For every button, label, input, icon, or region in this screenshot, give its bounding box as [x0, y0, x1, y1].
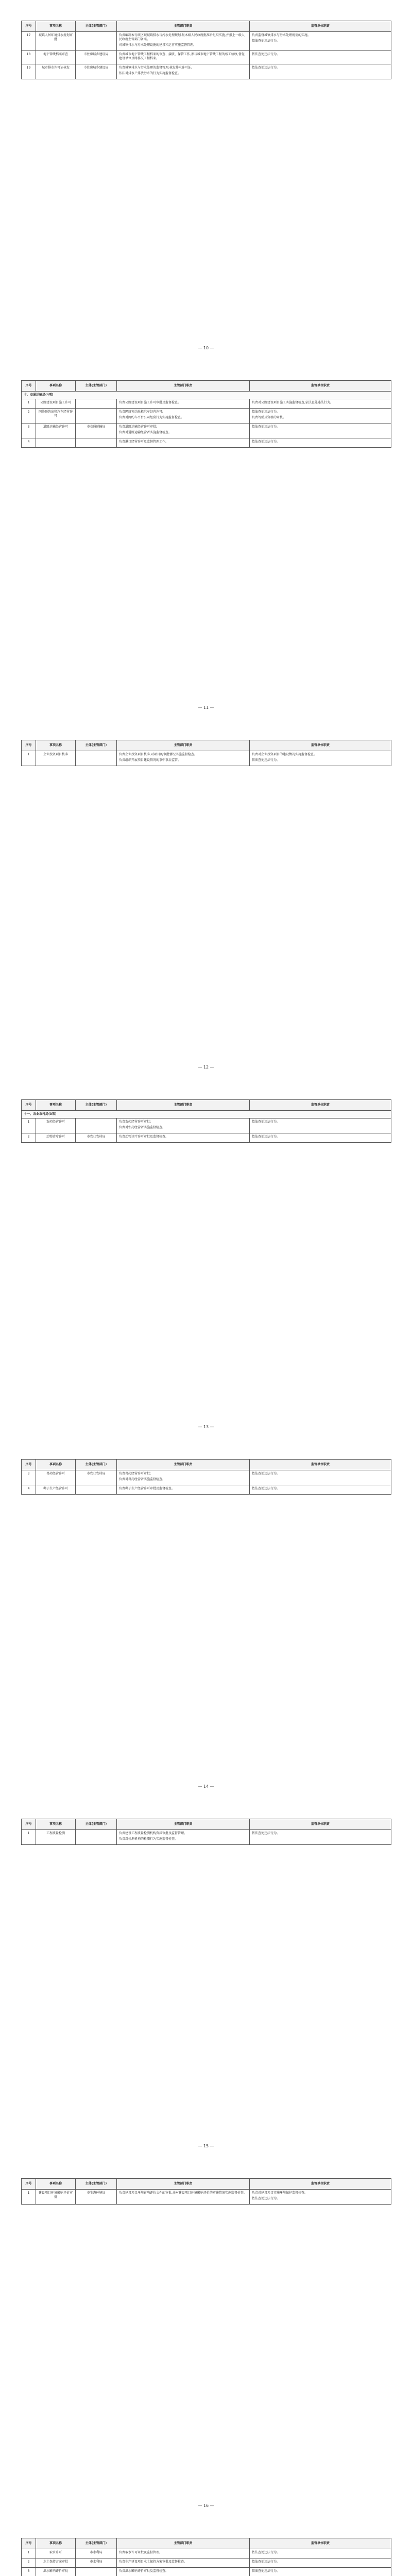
cell-no: 2 [22, 409, 36, 423]
document-page [0, 719, 412, 1079]
cell-responsibility [117, 2558, 250, 2568]
table-row [22, 1830, 391, 1845]
cell-no: 3 [22, 423, 36, 438]
header-duty: 监管单位职责 [250, 21, 391, 32]
paragraph: 负责生产建设项目水土保持方案审批及监督检查。 [119, 2560, 187, 2564]
cell-name: 农药经营许可 [36, 1118, 76, 1133]
header-duty: 监管单位职责 [250, 381, 391, 392]
header-no: 序号 [22, 2538, 36, 2549]
cell-responsibility [117, 1118, 250, 1133]
section-row [22, 1111, 391, 1118]
cell-no: 1 [22, 1830, 36, 1845]
cell-responsibility [117, 409, 250, 423]
page-number: — 10 — [198, 346, 214, 350]
paragraph: 依法查处违法行为。 [252, 66, 280, 70]
cell-no: 3 [22, 2568, 36, 2576]
header-no: 序号 [22, 740, 36, 751]
cell-supervision [250, 64, 391, 79]
paragraph: 负责种子生产经营许可审批及监督检查。 [119, 1487, 175, 1490]
paragraph: 负责对企业投资项目的建设情况实施监督检查。 [252, 753, 317, 756]
cell-unit [76, 32, 117, 51]
duty-table [21, 1819, 391, 1845]
document-page [0, 360, 412, 719]
table-row [22, 32, 391, 51]
cell-no: 4 [22, 1485, 36, 1495]
page-number: — 15 — [198, 2144, 214, 2148]
cell-supervision [250, 1485, 391, 1495]
cell-supervision [250, 1133, 391, 1143]
paragraph: 负责建设工程质量检测机构资质审批及监督管理。 [119, 1832, 187, 1835]
paragraph: 依法查处违法行为。 [252, 2197, 280, 2200]
paragraph: 依法查处违法行为。 [252, 1135, 280, 1139]
table-row [22, 1485, 391, 1495]
table-header-row [22, 740, 391, 751]
cell-unit [76, 751, 117, 766]
header-unit: 主体(主管部门) [76, 381, 117, 392]
page-number: — 13 — [198, 1425, 214, 1429]
cell-responsibility [117, 32, 250, 51]
header-unit: 主体(主管部门) [76, 2179, 117, 2190]
paragraph: 负责洪水影响评价审批及监督检查。 [119, 2569, 169, 2573]
cell-unit [76, 1830, 117, 1845]
cell-name: 城市排水许可证核发 [36, 64, 76, 79]
paragraph: 负责对兽药经营者实施监督检查。 [119, 1478, 166, 1481]
paragraph: 依法查处违法行为。 [252, 1832, 280, 1835]
cell-name: 道路运输经营许可 [36, 423, 76, 438]
cell-unit [76, 438, 117, 448]
cell-unit: 市农业农村局 [76, 1133, 117, 1143]
header-duty: 监管单位职责 [250, 1460, 391, 1470]
cell-responsibility [117, 51, 250, 64]
document-page [0, 2517, 412, 2576]
document-page [0, 0, 412, 360]
cell-responsibility [117, 2549, 250, 2558]
paragraph: 依法查处违法行为。 [252, 425, 280, 429]
header-unit: 主体(主管部门) [76, 2538, 117, 2549]
header-name: 事项名称 [36, 740, 76, 751]
paragraph: 负责公路建设项目施工许可审批及监督检查。 [119, 401, 181, 404]
page-number: — 11 — [198, 705, 214, 710]
cell-name: 公路建设项目施工许可 [36, 399, 76, 409]
table-row [22, 409, 391, 423]
table-row [22, 2558, 391, 2568]
cell-responsibility [117, 438, 250, 448]
header-resp: 主管部门职责 [117, 1819, 250, 1830]
cell-no: 17 [22, 32, 36, 51]
paragraph: 负责监督城镇排水与污水处理规划的实施。 [252, 33, 311, 37]
header-name: 事项名称 [36, 1819, 76, 1830]
paragraph: 负责兽药经营许可审批; [119, 1472, 151, 1476]
section-title: 十一、农业农村局(3项) [22, 1111, 391, 1118]
header-resp: 主管部门职责 [117, 2179, 250, 2190]
header-duty: 监管单位职责 [250, 2179, 391, 2190]
table-header-row [22, 2538, 391, 2549]
header-resp: 主管部门职责 [117, 1460, 250, 1470]
cell-name: 动物诊疗许可 [36, 1133, 76, 1143]
duty-table [21, 2178, 391, 2205]
duty-table [21, 1459, 391, 1495]
header-duty: 监管单位职责 [250, 740, 391, 751]
paragraph: 负责道路运输经营许可审批; [119, 425, 158, 429]
cell-supervision [250, 1470, 391, 1485]
cell-responsibility [117, 399, 250, 409]
paragraph: 负责农药经营许可审批; [119, 1120, 151, 1124]
cell-supervision [250, 2558, 391, 2568]
cell-name: 取水许可 [36, 2549, 76, 2558]
table-row [22, 751, 391, 766]
paragraph: 依法查处违法行为。 [252, 758, 280, 762]
table-header-row [22, 1819, 391, 1830]
paragraph: 负责港口经营许可及监督管理工作。 [119, 440, 169, 444]
table-row [22, 423, 391, 438]
header-no: 序号 [22, 1819, 36, 1830]
cell-no: 1 [22, 399, 36, 409]
duty-table [21, 21, 391, 79]
cell-responsibility [117, 1485, 250, 1495]
cell-name: 地下管线档案审查 [36, 51, 76, 64]
paragraph: 负责城市地下管线工程档案的审查、接收、保管工作,参与城市地下管线工程的竣工验收,督促建设单位及时移交工程档案。 [119, 53, 245, 60]
cell-no: 2 [22, 2558, 36, 2568]
header-no: 序号 [22, 2179, 36, 2190]
cell-no: 1 [22, 2549, 36, 2558]
header-unit: 主体(主管部门) [76, 1100, 117, 1111]
cell-unit: 市交通运输局 [76, 423, 117, 438]
cell-no: 18 [22, 51, 36, 64]
table-row [22, 2549, 391, 2558]
paragraph: 依法查处违法行为。 [252, 1120, 280, 1124]
cell-responsibility [117, 1133, 250, 1143]
cell-name: 企业投资项目核准 [36, 751, 76, 766]
cell-unit [76, 399, 117, 409]
header-no: 序号 [22, 1460, 36, 1470]
cell-no: 1 [22, 751, 36, 766]
cell-no: 3 [22, 1470, 36, 1485]
header-name: 事项名称 [36, 21, 76, 32]
paragraph: 依法查处违法行为。 [252, 440, 280, 444]
header-no: 序号 [22, 1100, 36, 1111]
paragraph: 依法查处违法行为。 [252, 2551, 280, 2554]
table-row [22, 438, 391, 448]
header-resp: 主管部门职责 [117, 21, 250, 32]
cell-name: 工程质量检测 [36, 1830, 76, 1845]
table-row [22, 1470, 391, 1485]
cell-unit: 市住房城乡建设局 [76, 64, 117, 79]
section-title: 十、交通运输局(4项) [22, 392, 391, 399]
cell-name: 兽药经营许可 [36, 1470, 76, 1485]
header-name: 事项名称 [36, 2179, 76, 2190]
cell-name: 网络预约出租汽车经营许可 [36, 409, 76, 423]
header-duty: 监管单位职责 [250, 1100, 391, 1111]
paragraph: 依法查处违法行为。 [252, 39, 280, 43]
cell-supervision [250, 2568, 391, 2576]
cell-name: 城镇人居环境排水规划审批 [36, 32, 76, 51]
duty-table [21, 380, 391, 448]
paragraph: 依法对排水户排放污水的行为实施监督检查。 [119, 72, 181, 75]
cell-name: 水土保持方案审批 [36, 2558, 76, 2568]
duty-table [21, 1099, 391, 1143]
paragraph: 负责对检测机构的检测行为实施监督检查。 [119, 1837, 178, 1841]
paragraph: 负责对建设项目实施环境保护监督检查。 [252, 2191, 308, 2195]
cell-supervision [250, 2549, 391, 2558]
paragraph: 依法查处违法行为。 [252, 1487, 280, 1490]
cell-supervision [250, 32, 391, 51]
duty-table [21, 740, 391, 766]
table-row [22, 51, 391, 64]
cell-no: 19 [22, 64, 36, 79]
page-number: — 12 — [198, 1065, 214, 1070]
paragraph: 负责对道路运输经营者实施监督检查。 [119, 431, 172, 434]
paragraph: 依法查处违法行为。 [252, 2560, 280, 2564]
paragraph: 依法查处违法行为。 [252, 1472, 280, 1476]
cell-no: 4 [22, 438, 36, 448]
header-resp: 主管部门职责 [117, 740, 250, 751]
table-row [22, 399, 391, 409]
cell-responsibility [117, 1470, 250, 1485]
paragraph: 负责动物诊疗许可审批及监督检查。 [119, 1135, 169, 1139]
cell-no: 2 [22, 1133, 36, 1143]
table-row [22, 2190, 391, 2205]
header-unit: 主体(主管部门) [76, 1460, 117, 1470]
cell-unit [76, 409, 117, 423]
header-duty: 监管单位职责 [250, 2538, 391, 2549]
cell-no: 1 [22, 2190, 36, 2205]
paragraph: 依法查处违法行为。 [252, 410, 280, 414]
document-page [0, 1798, 412, 2158]
header-resp: 主管部门职责 [117, 2538, 250, 2549]
header-no: 序号 [22, 381, 36, 392]
table-header-row [22, 1460, 391, 1470]
document-page [0, 2158, 412, 2517]
cell-supervision [250, 2190, 391, 2205]
header-name: 事项名称 [36, 2538, 76, 2549]
header-unit: 主体(主管部门) [76, 21, 117, 32]
table-header-row [22, 381, 391, 392]
cell-unit [76, 2568, 117, 2576]
header-name: 事项名称 [36, 381, 76, 392]
cell-supervision [250, 751, 391, 766]
paragraph: 依法查处违法行为。 [252, 2569, 280, 2573]
header-resp: 主管部门职责 [117, 381, 250, 392]
section-row [22, 392, 391, 399]
cell-unit: 市水利局 [76, 2558, 117, 2568]
paragraph: 负责建设项目环境影响评价文件的审批,并对建设项目环境影响评价的实施情况实施监督检查。 [119, 2191, 247, 2195]
header-unit: 主体(主管部门) [76, 740, 117, 751]
paragraph: 对城镇排水与污水处理设施的建设和运营实施监督管理。 [119, 43, 197, 47]
cell-supervision [250, 51, 391, 64]
paragraph: 负责网络预约出租汽车经营许可; [119, 410, 164, 414]
paragraph: 负责驾驶员资格的审核。 [252, 416, 286, 419]
cell-responsibility [117, 64, 250, 79]
paragraph: 负责企业投资项目核准,对项目的审批情况实施监督检查。 [119, 753, 197, 756]
cell-unit [76, 1118, 117, 1133]
header-resp: 主管部门职责 [117, 1100, 250, 1111]
cell-responsibility [117, 1830, 250, 1845]
paragraph: 负责城镇排水与污水处理的监督管理,核发排水许可证。 [119, 66, 194, 70]
cell-unit [76, 1485, 117, 1495]
header-name: 事项名称 [36, 1100, 76, 1111]
cell-name [36, 438, 76, 448]
cell-supervision [250, 1118, 391, 1133]
paragraph: 负责编制本行政区域城镇排水与污水处理规划,报本级人民政府批准后组织实施,并报上一级人民政府主管部门备案。 [119, 33, 245, 41]
cell-supervision [250, 1830, 391, 1845]
header-name: 事项名称 [36, 1460, 76, 1470]
table-row [22, 64, 391, 79]
table-row [22, 1133, 391, 1143]
header-unit: 主体(主管部门) [76, 1819, 117, 1830]
paragraph: 依法查处违法行为。 [252, 53, 280, 56]
paragraph: 负责取水许可审批及监督管理。 [119, 2551, 163, 2554]
cell-responsibility [117, 2568, 250, 2576]
duty-table [21, 2538, 391, 2576]
cell-name: 洪水影响评价审批 [36, 2568, 76, 2576]
cell-unit: 市生态环境局 [76, 2190, 117, 2205]
page-number: — 14 — [198, 1784, 214, 1789]
cell-responsibility [117, 423, 250, 438]
cell-name: 建设项目环境影响评价审批 [36, 2190, 76, 2205]
table-header-row [22, 1100, 391, 1111]
table-header-row [22, 2179, 391, 2190]
paragraph: 负责对农药经营者实施监督检查。 [119, 1126, 166, 1129]
cell-unit: 市住房城乡建设局 [76, 51, 117, 64]
table-row [22, 1118, 391, 1133]
page-number: — 16 — [198, 2503, 214, 2508]
paragraph: 负责对网约车平台公司经营行为实施监督检查。 [119, 416, 184, 419]
cell-supervision [250, 438, 391, 448]
cell-supervision [250, 399, 391, 409]
cell-no: 1 [22, 1118, 36, 1133]
paragraph: 负责组织开展项目建设情况的事中事后监管。 [119, 758, 181, 762]
cell-unit: 市农业农村局 [76, 1470, 117, 1485]
header-duty: 监管单位职责 [250, 1819, 391, 1830]
table-row [22, 2568, 391, 2576]
header-no: 序号 [22, 21, 36, 32]
cell-supervision [250, 409, 391, 423]
document-page [0, 1079, 412, 1438]
cell-responsibility [117, 2190, 250, 2205]
cell-supervision [250, 423, 391, 438]
document-page [0, 1438, 412, 1798]
cell-name: 种子生产经营许可 [36, 1485, 76, 1495]
cell-responsibility [117, 751, 250, 766]
table-header-row [22, 21, 391, 32]
cell-unit: 市水利局 [76, 2549, 117, 2558]
paragraph: 负责对公路建设项目施工实施监督检查,依法查处违法行为。 [252, 401, 333, 404]
